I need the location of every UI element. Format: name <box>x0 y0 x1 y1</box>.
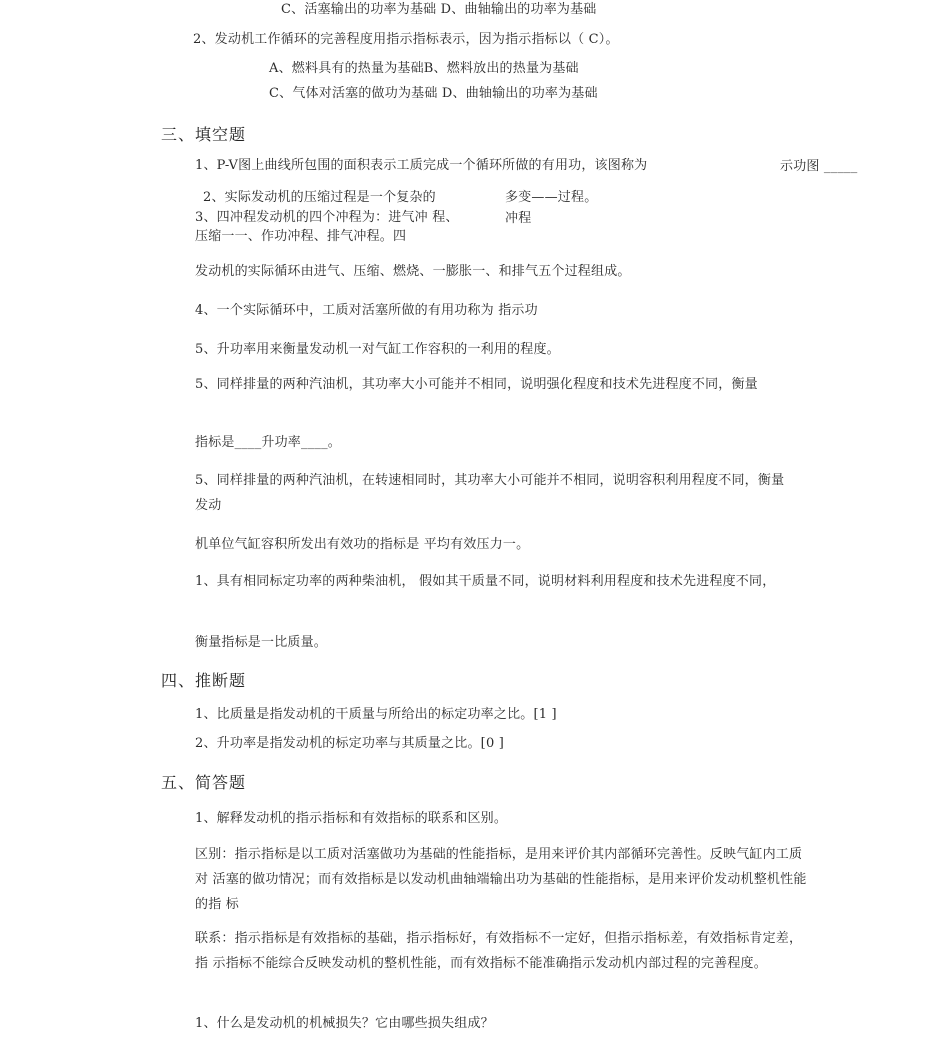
q2-options-cd: C、气体对活塞的做功为基础 D、曲轴输出的功率为基础 <box>269 86 598 101</box>
short-q1-relation: 联系：指示指标是有效指标的基础，指示指标好，有效指标不一定好，但指示指标差，有效指标肯定差，指 示指标不能综合反映发动机的整机性能，而有效指标不能准确指示发动机内部过程的完善程度。 <box>195 931 803 971</box>
fill-q1-answer: 示功图 _____ <box>780 159 858 174</box>
fill-q5c-answer: 机单位气缸容积所发出有效功的指标是 平均有效压力一。 <box>195 537 530 552</box>
fill-q5a: 5、升功率用来衡量发动机一对气缸工作容积的一利用的程度。 <box>195 342 560 357</box>
short-q1-difference: 区别：指示指标是以工质对活塞做功为基础的性能指标，是用来评价其内部循环完善性。反映气缸内工质对 活塞的做功情况；而有效指标是以发动机曲轴端输出功为基础的性能指标，是用来评价发动机整机性能的指 标 <box>195 847 807 912</box>
section-heading-short: 五、简答题 <box>161 773 247 792</box>
q1-options-cd: C、活塞输出的功率为基础 D、曲轴输出的功率为基础 <box>281 2 597 17</box>
fill-q1-text: 1、P-V图上曲线所包围的面积表示工质完成一个循环所做的有用功，该图称为 <box>195 158 648 173</box>
section-heading-judge: 四、推断题 <box>161 671 247 690</box>
section-heading-fill: 三、填空题 <box>161 125 247 144</box>
fill-q3-stroke: 冲程 <box>505 211 532 226</box>
q2-options-ab: A、燃料具有的热量为基础B、燃料放出的热量为基础 <box>269 61 579 76</box>
fill-q6-answer: 衡量指标是一比质量。 <box>195 635 328 650</box>
q2-stem: 2、发动机工作循环的完善程度用指示指标表示，因为指示指标以（ C）。 <box>193 32 619 47</box>
fill-q2-text: 2、实际发动机的压缩过程是一个复杂的 <box>203 190 436 205</box>
fill-cycle: 发动机的实际循环由进气、压缩、燃烧、一膨胀一、和排气五个过程组成。 <box>195 264 631 279</box>
fill-q3-answer: 压缩一一、作功冲程、排气冲程。四 <box>195 229 407 244</box>
judge-item: 1、比质量是指发动机的干质量与所给出的标定功率之比。[1 ] <box>195 707 557 722</box>
fill-q5b: 5、同样排量的两种汽油机，其功率大小可能并不相同，说明强化程度和技术先进程度不同，衡量 <box>195 377 758 392</box>
fill-q5c: 5、同样排量的两种汽油机，在转速相同时，其功率大小可能并不相同，说明容积利用程度不同，衡量发动 <box>195 473 785 513</box>
judge-item: 2、升功率是指发动机的标定功率与其质量之比。[0 ] <box>195 736 505 751</box>
fill-q6: 1、具有相同标定功率的两种柴油机， 假如其干质量不同，说明材料利用程度和技术先进程度不同， <box>195 574 776 589</box>
fill-q5b-answer: 指标是____升功率____。 <box>195 435 342 450</box>
short-q2: 1、什么是发动机的机械损失？它由哪些损失组成？ <box>195 1016 494 1031</box>
fill-q4: 4、一个实际循环中，工质对活塞所做的有用功称为 指示功 <box>195 303 538 318</box>
fill-q2-answer: 多变——过程。 <box>505 190 598 205</box>
short-q1: 1、解释发动机的指示指标和有效指标的联系和区别。 <box>195 811 508 826</box>
fill-q3-text: 3、四冲程发动机的四个冲程为：进气冲 程、 <box>195 210 459 225</box>
